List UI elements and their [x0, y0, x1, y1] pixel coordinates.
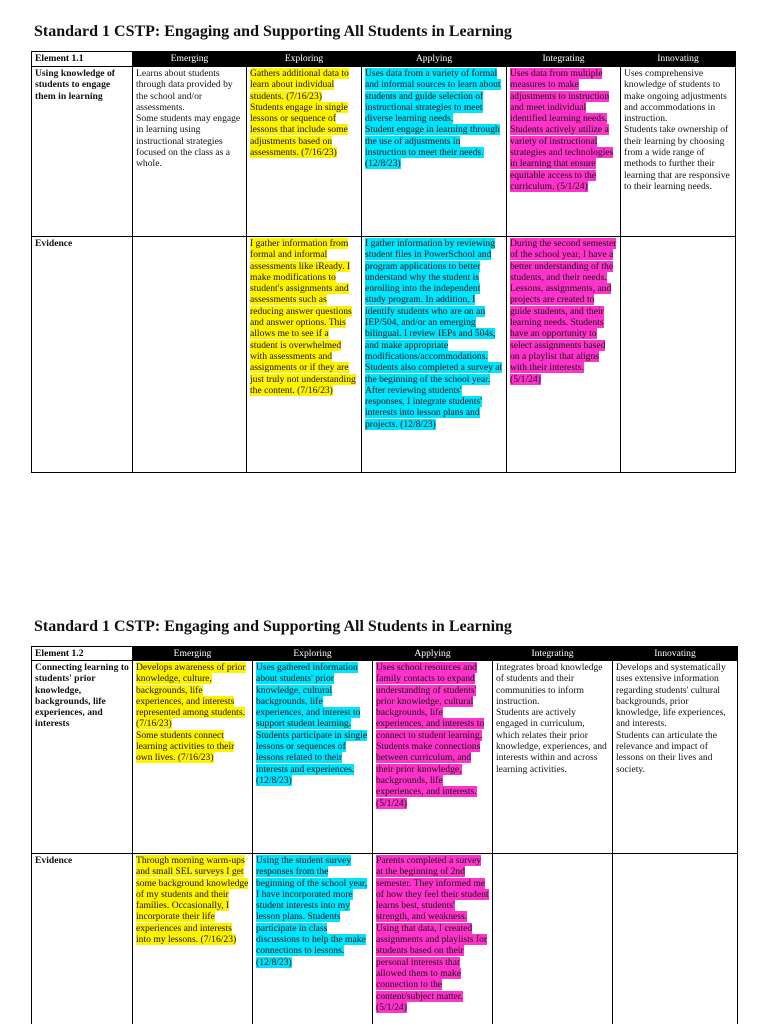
row-label-evidence: Evidence: [32, 237, 133, 473]
highlighted-text: Some students connect learning activities to their own lives. (7/16/23): [136, 729, 235, 764]
highlighted-text: Gathers additional data to learn about individual students. (7/16/23): [250, 68, 349, 102]
highlighted-text: Students actively utilize a variety of instructional strategies and technologies in learning that ensure equitable access to the curriculum. (5/1/24): [510, 124, 614, 192]
highlighted-text: Students can articulate the relevance and impact of lessons on their lives and society.: [616, 729, 717, 775]
descriptor-text: [510, 68, 617, 124]
descriptor-text: [256, 855, 369, 968]
descriptor-text: [136, 855, 249, 945]
level-header-innovating: Innovating: [621, 52, 736, 67]
evidence-cell: [247, 237, 362, 473]
descriptor-text: [365, 238, 503, 430]
highlighted-text: Uses school resources and family contacts to expand understanding of students' prior knowledge, cultural backgrounds, life experiences, and interests to connect to student learning.: [376, 662, 485, 741]
student-outcome-text: [365, 124, 503, 169]
table-row: [32, 854, 738, 1024]
rubric-cell: [493, 661, 613, 854]
section-1-title: Standard 1 CSTP: Engaging and Supporting All Students in Learning: [34, 23, 512, 40]
rubric-table-element-1-2: [31, 646, 738, 1024]
rubric-cell: [253, 661, 373, 854]
rubric-cell: [247, 67, 362, 237]
student-outcome-text: [510, 124, 617, 192]
highlighted-text: Students take ownership of their learning by choosing from a wide range of methods to further their learning that are responsive to their learning needs.: [624, 124, 730, 192]
highlighted-text: Students engage in single lessons or sequence of lessons that include some adjustments based on assessments. (7/16/23): [250, 101, 348, 159]
level-header-emerging: Emerging: [133, 647, 253, 661]
highlighted-text: Develops awareness of prior knowledge, culture, backgrounds, life experiences, and interests represented among students. (7/16/23): [136, 662, 246, 730]
highlighted-text: Integrates broad knowledge of students and their communities to inform instruction.: [496, 662, 603, 707]
rubric-cell: [362, 67, 507, 237]
level-header-integrating: Integrating: [493, 647, 613, 661]
evidence-cell: [133, 854, 253, 1024]
evidence-cell: [507, 237, 621, 473]
level-header-applying: Applying: [373, 647, 493, 661]
descriptor-text: [376, 855, 489, 1013]
evidence-cell: [613, 854, 738, 1024]
descriptor-text: [365, 68, 503, 124]
highlighted-text: Parents completed a survey at the beginning of 2nd semester. They informed me of how they feel their student learns best, students' strength, and weakness. Using that data, I created assignments and playlists for students based on their personal interests that allowed them to make connection to the content/subject matter. (5/1/24): [376, 855, 489, 1013]
student-outcome-text: [136, 730, 249, 764]
element-label: Element 1.1: [32, 52, 133, 67]
highlighted-text: Uses data from a variety of formal and informal sources to learn about students and guide selection of instructional strategies to meet diverse learning needs.: [365, 68, 501, 125]
highlighted-text: Through morning warm-ups and small SEL surveys I get some background knowledge of my students and their families. Occasionally, I incorporate their life experiences and interests into my lessons. (7/16/23): [136, 855, 249, 946]
highlighted-text: Student engage in learning through the use of adjustments in instruction to meet their needs. (12/8/23): [365, 124, 500, 170]
descriptor-text: [624, 68, 732, 124]
descriptor-text: [616, 662, 734, 730]
evidence-cell: [493, 854, 613, 1024]
student-outcome-text: [616, 730, 734, 775]
section-2-title: Standard 1 CSTP: Engaging and Supporting All Students in Learning: [34, 618, 512, 635]
highlighted-text: Uses data from multiple measures to make adjustments to instruction and meet individual identified learning needs.: [510, 68, 610, 125]
descriptor-text: [136, 662, 249, 730]
student-outcome-text: [496, 707, 609, 775]
row-label-evidence: Evidence: [32, 854, 133, 1024]
evidence-cell: [362, 237, 507, 473]
rubric-table-element-1-1: [31, 51, 736, 473]
highlighted-text: During the second semester of the school year, I have a better understanding of the students, and their needs. Lessons, assignments, and projects are created to guide students, and their learning needs. Students have an opportunity to select assignments based on a playlist that aligns with their interests. (5/1/24): [510, 238, 617, 385]
descriptor-text: [376, 662, 489, 741]
element-label: Element 1.2: [32, 647, 133, 661]
highlighted-text: Students make connections between curriculum, and their prior knowledge, backgrounds, life experiences, and interests. (5/1/24): [376, 741, 481, 809]
highlighted-text: I gather information from formal and informal assessments like iReady. I make modifications to student's assignments and assessments such as reducing answer questions and answer options. This allows me to see if a student is overwhelmed with assessments and assignments or if they are just truly not understanding the content. (7/16/23): [250, 238, 356, 396]
highlighted-text: Some students may engage in learning using instructional strategies focused on the class as a whole.: [136, 113, 241, 170]
highlighted-text: Uses comprehensive knowledge of students to make ongoing adjustments and accommodations in instruction.: [624, 68, 727, 125]
rubric-cell: [507, 67, 621, 237]
rubric-cell: [133, 661, 253, 854]
table-row: [32, 67, 736, 237]
student-outcome-text: [376, 741, 489, 809]
descriptor-text: [510, 238, 617, 385]
highlighted-text: I gather information by reviewing student files in PowerSchool and program applications to better understand why the student is enrolling into the independent study program. In addition, I identify students who are on an IEP/504, and/or an emerging bilingual. I review IEPs and 504s, and make appropriate modifications/accommodations. Students also completed a survey at the beginning of the school year. After reviewing students' responses, I integrate students' interests into lesson plans and projects. (12/8/23): [365, 238, 503, 430]
highlighted-text: Learns about students through data provided by the school and/or assessments.: [136, 68, 233, 113]
student-outcome-text: [136, 113, 243, 169]
descriptor-text: [250, 238, 358, 396]
highlighted-text: Students are actively engaged in curriculum, which relates their prior knowledge, experiences, and interests within and across learning activities.: [496, 707, 607, 775]
highlighted-text: Students participate in single lessons or sequences of lessons related to their interests and experiences. (12/8/23): [256, 729, 368, 786]
row-label: Connecting learning to students' prior knowledge, backgrounds, life experiences, and interests: [32, 661, 133, 854]
descriptor-text: [136, 68, 243, 113]
highlighted-text: Develops and systematically uses extensive information regarding students' cultural backgrounds, prior knowledge, life experiences, and interests.: [616, 662, 726, 730]
rubric-cell: [133, 67, 247, 237]
level-header-applying: Applying: [362, 52, 507, 67]
rubric-cell: [613, 661, 738, 854]
evidence-cell: [621, 237, 736, 473]
row-label: Using knowledge of students to engage them in learning: [32, 67, 133, 237]
rubric-cell: [621, 67, 736, 237]
level-header-innovating: Innovating: [613, 647, 738, 661]
evidence-cell: [133, 237, 247, 473]
highlighted-text: Uses gathered information about students' prior knowledge, cultural backgrounds, life experiences, and interest to support student learning.: [256, 662, 361, 730]
evidence-cell: [253, 854, 373, 1024]
level-header-integrating: Integrating: [507, 52, 621, 67]
student-outcome-text: [624, 124, 732, 192]
student-outcome-text: [256, 730, 369, 786]
descriptor-text: [496, 662, 609, 707]
highlighted-text: Using the student survey responses from the beginning of the school year, I have incorporated more student interests into my lesson plans. Students participate in class discussions to help the make connections to lessons. (12/8/23): [256, 855, 368, 968]
evidence-cell: [373, 854, 493, 1024]
level-header-exploring: Exploring: [247, 52, 362, 67]
level-header-exploring: Exploring: [253, 647, 373, 661]
descriptor-text: [250, 68, 358, 102]
student-outcome-text: [250, 102, 358, 158]
rubric-cell: [373, 661, 493, 854]
table-row: [32, 661, 738, 854]
descriptor-text: [256, 662, 369, 730]
level-header-emerging: Emerging: [133, 52, 247, 67]
table-row: [32, 237, 736, 473]
